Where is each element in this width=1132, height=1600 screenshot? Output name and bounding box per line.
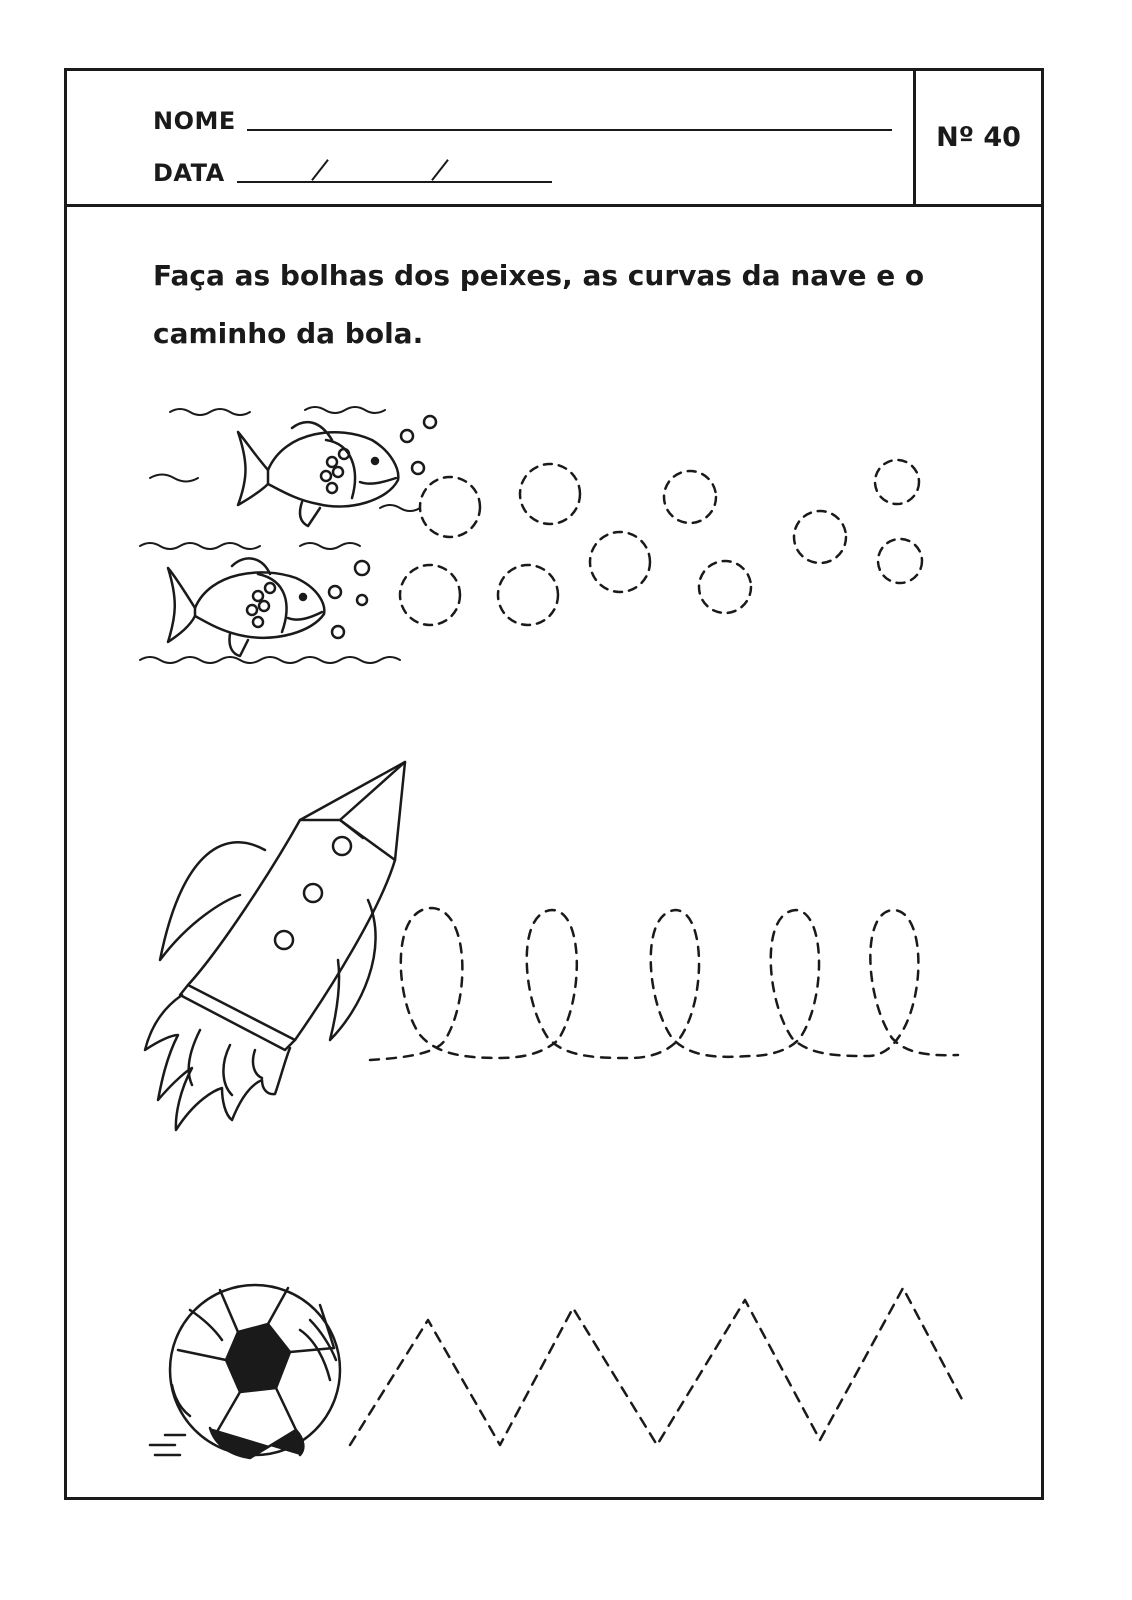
fish-icon — [238, 422, 398, 526]
date-label: DATA — [153, 159, 225, 187]
fish-icon — [168, 558, 324, 656]
trace-zigzag — [350, 1288, 965, 1445]
soccer-ball-icon — [150, 1285, 340, 1458]
trace-loops — [370, 908, 958, 1060]
sheet-number: Nº 40 — [913, 71, 1041, 204]
trace-bubbles — [400, 460, 922, 625]
instruction-text: Faça as bolhas dos peixes, as curvas da nave e o caminho da bola. — [153, 259, 925, 350]
bubble-icon — [329, 561, 369, 638]
bubble-icon — [401, 416, 436, 474]
name-label: NOME — [153, 107, 236, 135]
rocket-icon — [145, 762, 405, 1130]
